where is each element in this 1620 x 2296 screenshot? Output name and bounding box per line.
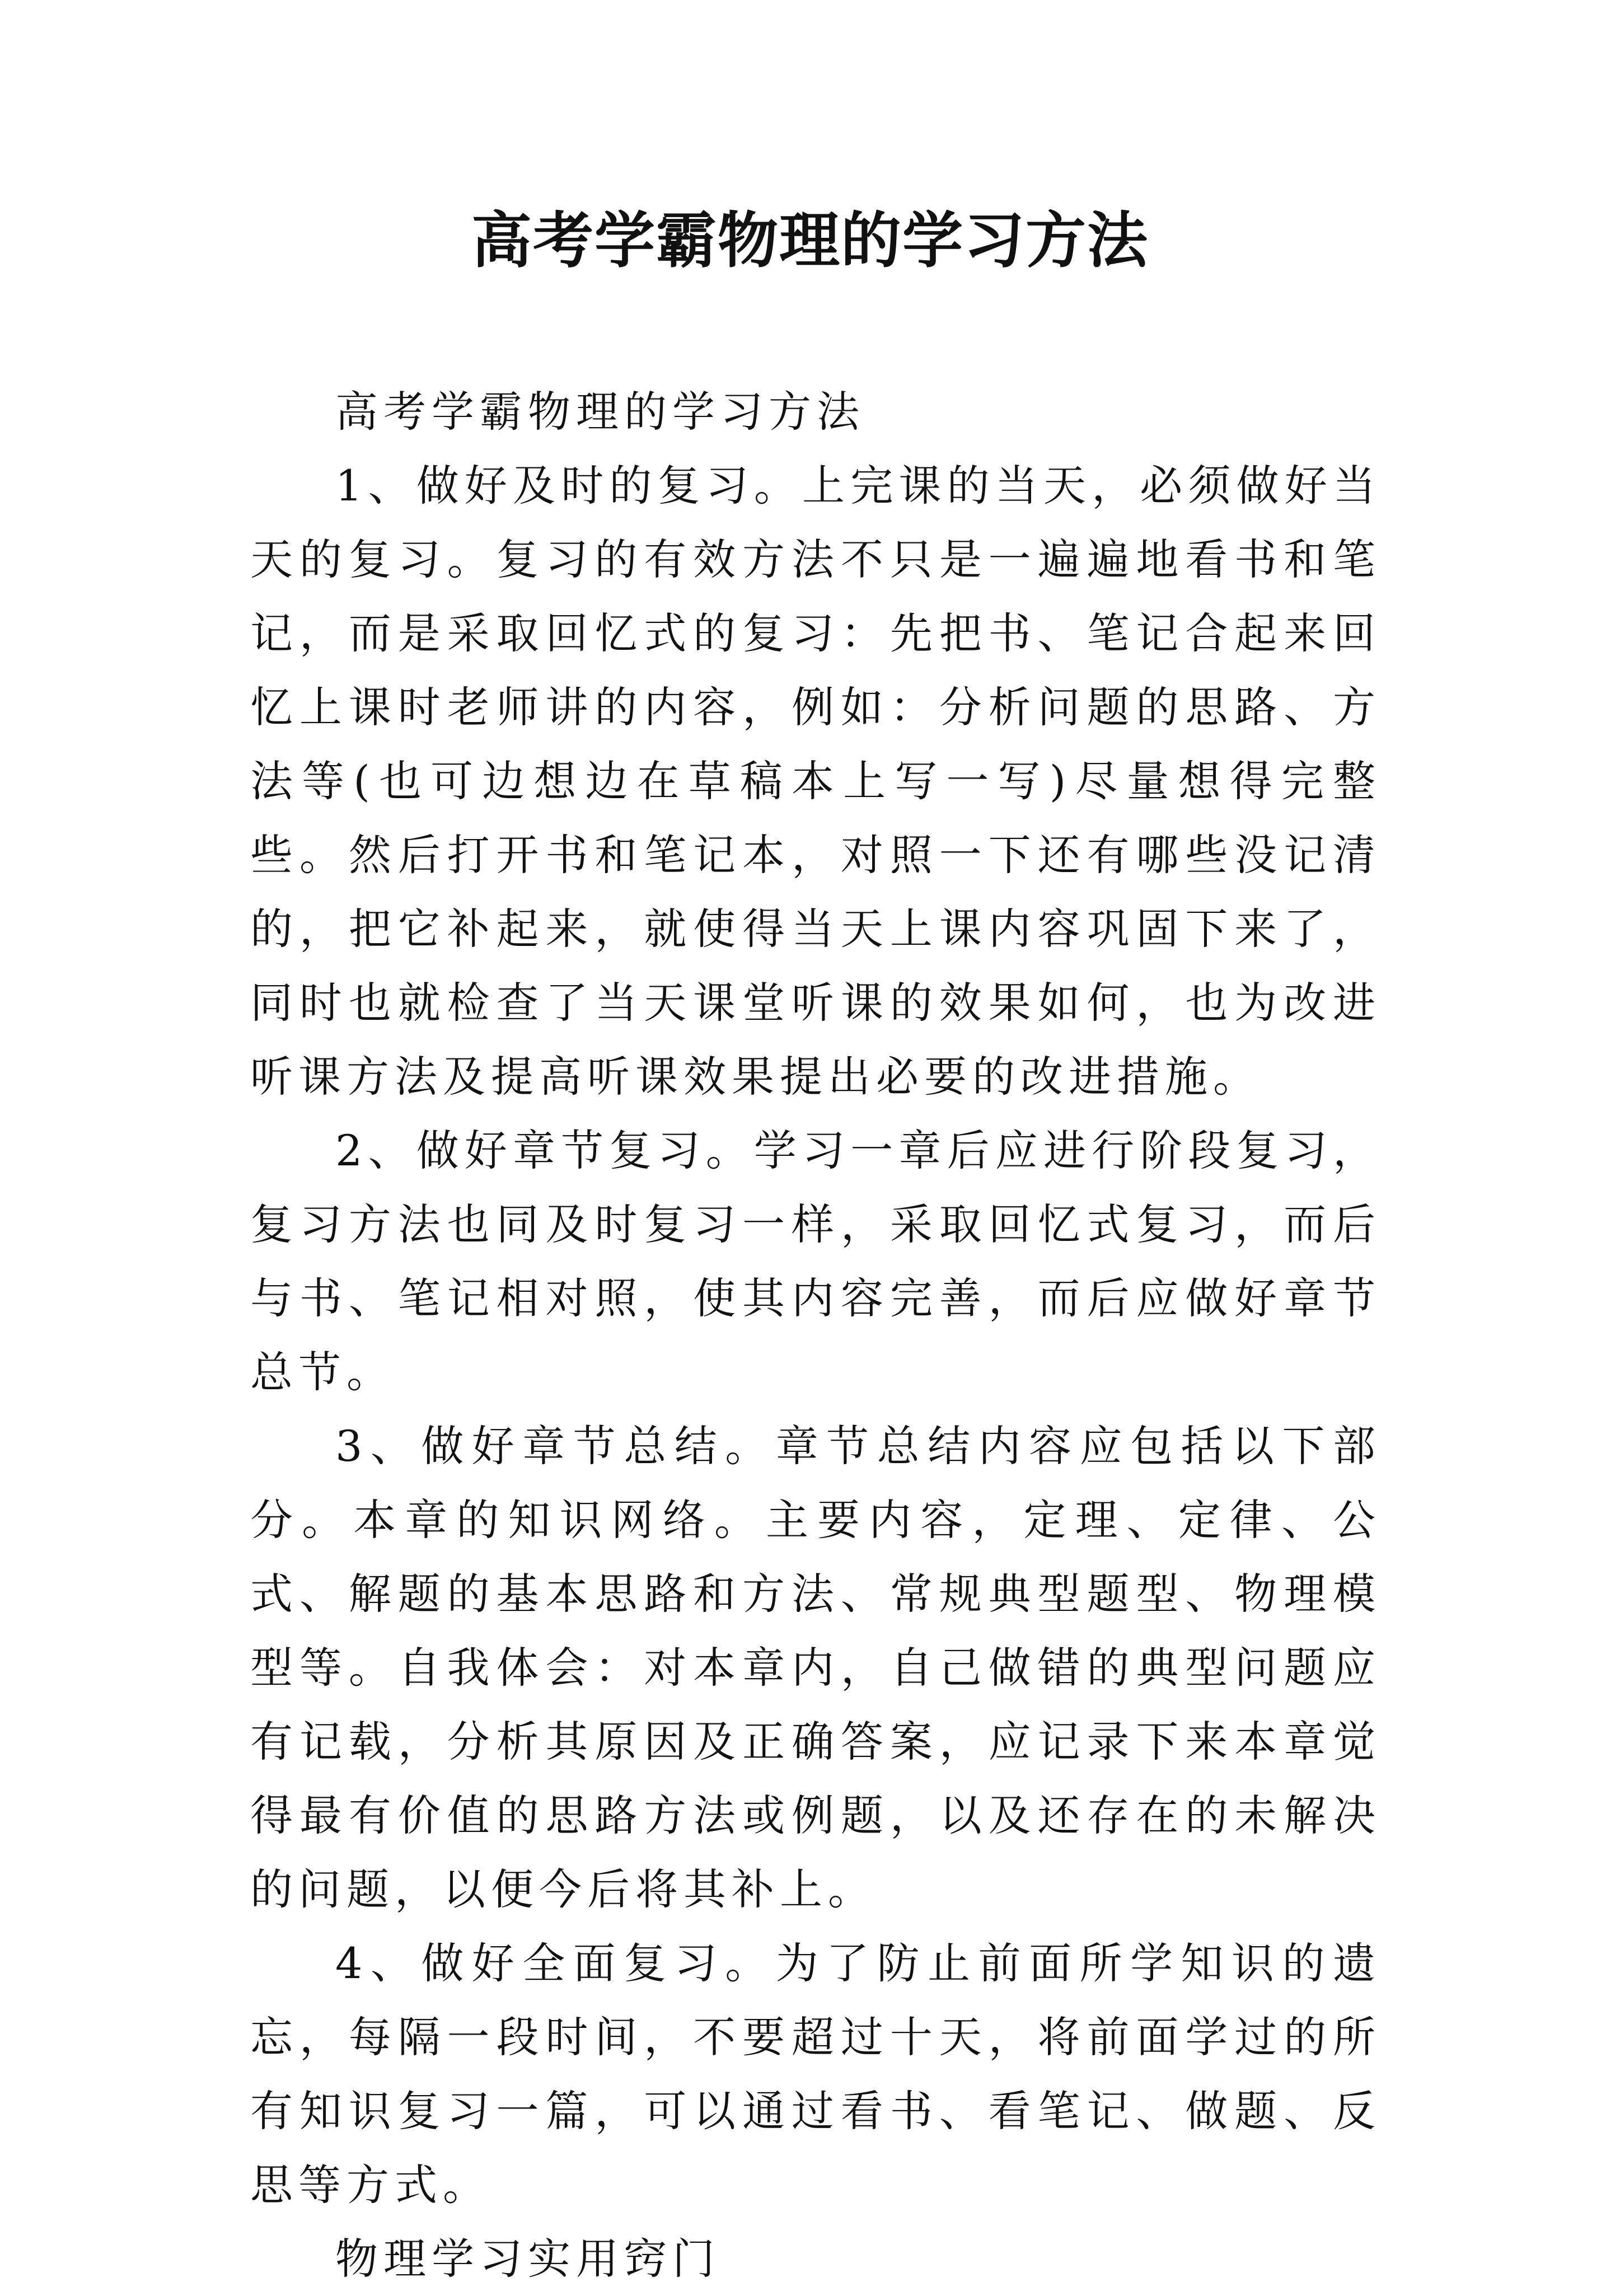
document-title: 高考学霸物理的学习方法: [471, 205, 1149, 276]
paragraph-item-4: 4、做好全面复习。为了防止前面所学知识的遗忘，每隔一段时间，不要超过十天，将前面学过的所有知识复习一篇，可以通过看书、看笔记、做题、反思等方式。: [250, 1938, 1381, 2210]
paragraph-item-3: 3、做好章节总结。章节总结内容应包括以下部分。本章的知识网络。主要内容，定理、定律、公式、解题的基本思路和方法、常规典型题型、物理模型等。自我体会：对本章内，自己做错的典型问题应有记载，分析其原因及正确答案，应记录下来本章觉得最有价值的思路方法或例题，以及还存在的未解决的问题，以便今后将其补上。: [250, 1421, 1381, 1914]
paragraph-item-2: 2、做好章节复习。学习一章后应进行阶段复习，复习方法也同及时复习一样，采取回忆式复习，而后与书、笔记相对照，使其内容完善，而后应做好章节总节。: [250, 1126, 1381, 1397]
paragraph-section-heading: 物理学习实用窍门: [335, 2234, 720, 2284]
document-body: [250, 375, 1381, 2296]
paragraph-subtitle: 高考学霸物理的学习方法: [335, 387, 865, 437]
paragraph-item-1: 1、做好及时的复习。上完课的当天，必须做好当天的复习。复习的有效方法不只是一遍遍地看书和笔记，而是采取回忆式的复习：先把书、笔记合起来回忆上课时老师讲的内容，例如：分析问题的思路、方法等(也可边想边在草稿本上写一写)尽量想得完整些。然后打开书和笔记本，对照一下还有哪些没记清的，把它补起来，就使得当天上课内容巩固下来了，同时也就检查了当天课堂听课的效果如何，也为改进听课方法及提高听课效果提出必要的改进措施。: [250, 461, 1381, 1102]
